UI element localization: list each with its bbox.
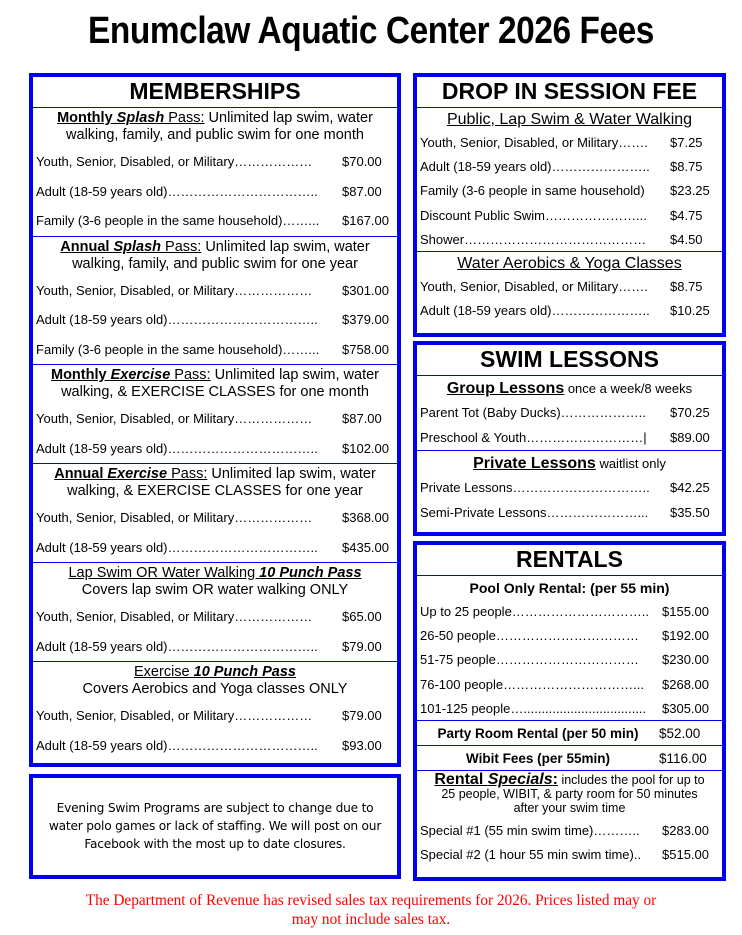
price-label: Adult (18-59 years old)………………….. xyxy=(420,158,650,174)
price-row xyxy=(417,227,722,251)
exercise-punch-pass-section xyxy=(33,662,397,760)
price-row xyxy=(417,599,722,623)
description: Unlimited lap swim, water xyxy=(204,110,373,126)
section-title xyxy=(417,771,722,818)
price-value: $70.25 xyxy=(670,405,710,420)
price-label: Youth, Senior, Disabled, or Military……………… xyxy=(36,411,313,427)
price-value: $301.00 xyxy=(342,282,389,298)
title-prefix: Annual xyxy=(60,238,114,255)
rental-specials-section xyxy=(417,771,722,867)
group-lessons-section xyxy=(417,376,722,451)
price-value: $65.00 xyxy=(342,609,382,625)
price-label: Discount Public Swim…………………... xyxy=(420,207,647,223)
notice-line: water polo games or lack of staffing. We will post on our xyxy=(48,819,382,833)
price-label: Family (3-6 people in same household) xyxy=(420,183,645,199)
price-row xyxy=(417,400,722,425)
price-label: Adult (18-59 years old)…………………………….. xyxy=(36,638,318,654)
price-row xyxy=(417,203,722,227)
price-label: Up to 25 people………………………….. xyxy=(420,603,650,619)
price-row xyxy=(417,818,722,842)
description: includes the pool for up to xyxy=(557,773,705,788)
price-value: $515.00 xyxy=(662,847,709,863)
section-title xyxy=(33,365,397,404)
price-row xyxy=(417,843,722,867)
price-label: Adult (18-59 years old)…………………………….. xyxy=(36,440,318,456)
page-title: Enumclaw Aquatic Center 2026 Fees xyxy=(88,10,654,52)
price-label: Youth, Senior, Disabled, or Military……………… xyxy=(36,282,313,298)
title-prefix: Monthly xyxy=(51,367,111,383)
public-lap-swim-section xyxy=(417,108,722,252)
price-label: Special #1 (55 min swim time)……….. xyxy=(420,823,640,839)
price-value: $87.00 xyxy=(342,183,382,199)
price-row xyxy=(33,177,397,207)
title-prefix: Monthly xyxy=(57,110,117,126)
description: Unlimited lap swim, water xyxy=(201,238,370,255)
price-row xyxy=(417,672,722,696)
price-label: 51-75 people…………………………… xyxy=(420,652,639,668)
description: walking, family, and public swim for one year xyxy=(72,255,358,272)
memberships-heading: MEMBERSHIPS xyxy=(33,77,397,108)
description: after your swim time xyxy=(513,801,626,816)
rentals-heading: RENTALS xyxy=(417,545,722,576)
price-row xyxy=(417,500,722,525)
price-label: Adult (18-59 years old)…………………………….. xyxy=(36,539,318,555)
notice-line: Facebook with the most up to date closures. xyxy=(84,837,346,851)
price-label: Adult (18-59 years old)…………………………….. xyxy=(36,312,318,328)
price-row xyxy=(33,632,397,662)
lap-swim-punch-pass-section xyxy=(33,563,397,662)
price-label: Family (3-6 people in the same household)……... xyxy=(36,213,320,229)
price-label: Family (3-6 people in the same household)……... xyxy=(36,341,320,357)
title-prefix: Annual xyxy=(54,466,108,482)
price-value: $93.00 xyxy=(342,737,382,753)
price-value: $435.00 xyxy=(342,539,389,555)
price-value: $283.00 xyxy=(662,823,709,839)
section-title xyxy=(33,237,397,276)
price-row xyxy=(33,147,397,177)
annual-exercise-pass-section xyxy=(33,464,397,563)
title-main: Private Lessons xyxy=(473,455,596,472)
evening-swim-notice xyxy=(29,774,401,879)
price-value: $79.00 xyxy=(342,638,382,654)
sales-tax-footnote xyxy=(0,891,742,929)
price-label: Adult (18-59 years old)…………………………….. xyxy=(36,737,318,753)
section-title xyxy=(417,451,722,475)
price-row xyxy=(417,130,722,154)
description: Unlimited lap swim, water xyxy=(207,466,376,482)
price-label: Special #2 (1 hour 55 min swim time).. xyxy=(420,847,642,863)
price-value: $167.00 xyxy=(342,213,389,229)
price-label: Preschool & Youth………………………| xyxy=(420,430,647,445)
notice-text xyxy=(33,778,397,853)
title-main: Group Lessons xyxy=(446,380,565,397)
description: Covers Aerobics and Yoga classes ONLY xyxy=(82,681,348,697)
price-row xyxy=(33,206,397,236)
price-row xyxy=(33,503,397,533)
section-title xyxy=(33,563,397,602)
price-value: $87.00 xyxy=(342,411,382,427)
swim-lessons-heading: SWIM LESSONS xyxy=(417,345,722,376)
swim-lessons-panel xyxy=(413,341,726,536)
price-row xyxy=(417,425,722,450)
price-label: Adult (18-59 years old)…………………………….. xyxy=(36,183,318,199)
description: Unlimited lap swim, water xyxy=(210,367,379,383)
description: walking, & EXERCISE CLASSES for one month xyxy=(61,384,369,400)
price-label: Semi-Private Lessons…………………... xyxy=(420,505,649,520)
price-value: $10.25 xyxy=(670,303,710,319)
price-label: 101-125 people….................................. xyxy=(420,700,647,716)
price-value: $52.00 xyxy=(659,725,701,741)
monthly-exercise-pass-section xyxy=(33,365,397,464)
price-row xyxy=(33,305,397,335)
footnote-line: The Department of Revenue has revised sales tax requirements for 2026. Prices listed may or xyxy=(85,892,657,909)
price-row xyxy=(33,731,397,761)
price-row xyxy=(417,154,722,178)
price-value: $79.00 xyxy=(342,708,382,724)
price-row xyxy=(417,696,722,720)
price-value: $268.00 xyxy=(662,676,709,692)
price-row xyxy=(33,434,397,464)
wibit-fees-row xyxy=(417,746,722,771)
price-value: $7.25 xyxy=(670,134,703,150)
title-emph: Splash xyxy=(113,238,161,255)
price-row xyxy=(417,475,722,500)
price-row xyxy=(417,299,722,323)
title-suffix: : xyxy=(552,771,558,789)
price-value: $4.50 xyxy=(670,231,703,247)
description: Covers lap swim OR water walking ONLY xyxy=(81,582,349,598)
description: 25 people, WIBIT, & party room for 50 minutes xyxy=(441,787,698,802)
title-emph: Specials xyxy=(487,771,553,789)
price-label: Youth, Senior, Disabled, or Military……………… xyxy=(36,154,313,170)
price-label: Youth, Senior, Disabled, or Military……………… xyxy=(36,708,313,724)
price-row xyxy=(33,701,397,731)
description: walking, family, and public swim for one month xyxy=(66,127,364,143)
price-label: 76-100 people…………………………... xyxy=(420,676,644,692)
price-value: $70.00 xyxy=(342,154,382,170)
price-value: $35.50 xyxy=(670,505,710,520)
title-emph: 10 Punch Pass xyxy=(259,565,362,581)
memberships-panel xyxy=(29,73,401,767)
price-label: 26-50 people…………………………… xyxy=(420,627,639,643)
price-value: $8.75 xyxy=(670,279,703,295)
title-sub: waitlist only xyxy=(595,456,666,471)
price-label: Private Lessons………………………….. xyxy=(420,480,650,495)
price-label: Wibit Fees (per 55min) xyxy=(466,750,610,766)
price-label: Parent Tot (Baby Ducks)……………….. xyxy=(420,405,646,420)
description: walking, & EXERCISE CLASSES for one year xyxy=(67,483,363,499)
title-plain: Exercise xyxy=(134,664,194,680)
drop-in-heading: DROP IN SESSION FEE xyxy=(417,77,722,108)
price-label: Adult (18-59 years old)………………….. xyxy=(420,303,650,319)
price-value: $192.00 xyxy=(662,627,709,643)
title-emph: 10 Punch Pass xyxy=(193,664,296,680)
price-row xyxy=(33,276,397,306)
price-label: Youth, Senior, Disabled, or Military……………… xyxy=(36,609,313,625)
price-label: Party Room Rental (per 50 min) xyxy=(437,725,639,741)
price-label: Youth, Senior, Disabled, or Military……………… xyxy=(36,510,313,526)
price-value: $116.00 xyxy=(659,750,707,766)
price-value: $155.00 xyxy=(662,603,709,619)
footnote-line: may not include sales tax. xyxy=(291,911,451,928)
title-emph: Exercise xyxy=(110,367,171,383)
price-value: $23.25 xyxy=(670,183,710,199)
price-value: $42.25 xyxy=(670,480,710,495)
price-row xyxy=(33,404,397,434)
annual-splash-pass-section xyxy=(33,237,397,366)
monthly-splash-pass-section xyxy=(33,108,397,237)
section-title: Pool Only Rental: (per 55 min) xyxy=(469,580,670,596)
price-value: $89.00 xyxy=(670,430,710,445)
price-row xyxy=(417,274,722,298)
section-title: Water Aerobics & Yoga Classes xyxy=(457,255,682,273)
title-suffix: Pass: xyxy=(167,466,208,482)
section-title xyxy=(33,662,397,701)
section-title xyxy=(417,376,722,400)
price-value: $379.00 xyxy=(342,312,389,328)
water-aerobics-section xyxy=(417,252,722,323)
pool-only-rental-section xyxy=(417,576,722,721)
title-prefix: Rental xyxy=(434,771,488,789)
price-value: $758.00 xyxy=(342,341,389,357)
price-row xyxy=(33,533,397,563)
title-emph: Exercise xyxy=(107,466,168,482)
price-value: $305.00 xyxy=(662,700,709,716)
title-sub: once a week/8 weeks xyxy=(564,381,693,396)
notice-line: Evening Swim Programs are subject to change due to xyxy=(56,801,374,815)
price-value: $230.00 xyxy=(662,652,709,668)
price-value: $368.00 xyxy=(342,510,389,526)
price-row xyxy=(417,179,722,203)
title-suffix: Pass: xyxy=(161,238,202,255)
drop-in-panel xyxy=(413,73,726,337)
rentals-panel xyxy=(413,541,726,881)
price-value: $8.75 xyxy=(670,158,703,174)
price-value: $102.00 xyxy=(342,440,389,456)
price-label: Youth, Senior, Disabled, or Military……. xyxy=(420,134,648,150)
price-label: Youth, Senior, Disabled, or Military……. xyxy=(420,279,648,295)
title-suffix: Pass: xyxy=(170,367,211,383)
price-row xyxy=(33,335,397,365)
price-row xyxy=(33,602,397,632)
private-lessons-section xyxy=(417,451,722,525)
party-room-rental-row xyxy=(417,721,722,746)
section-title xyxy=(33,108,397,147)
title-plain: Lap Swim OR Water Walking xyxy=(68,565,260,581)
section-title xyxy=(33,464,397,503)
price-label: Shower…………………………………… xyxy=(420,231,647,247)
price-row xyxy=(417,623,722,647)
section-title: Public, Lap Swim & Water Walking xyxy=(446,111,693,128)
price-row xyxy=(417,648,722,672)
price-value: $4.75 xyxy=(670,207,703,223)
title-emph: Splash xyxy=(116,110,165,126)
title-suffix: Pass: xyxy=(164,110,205,126)
